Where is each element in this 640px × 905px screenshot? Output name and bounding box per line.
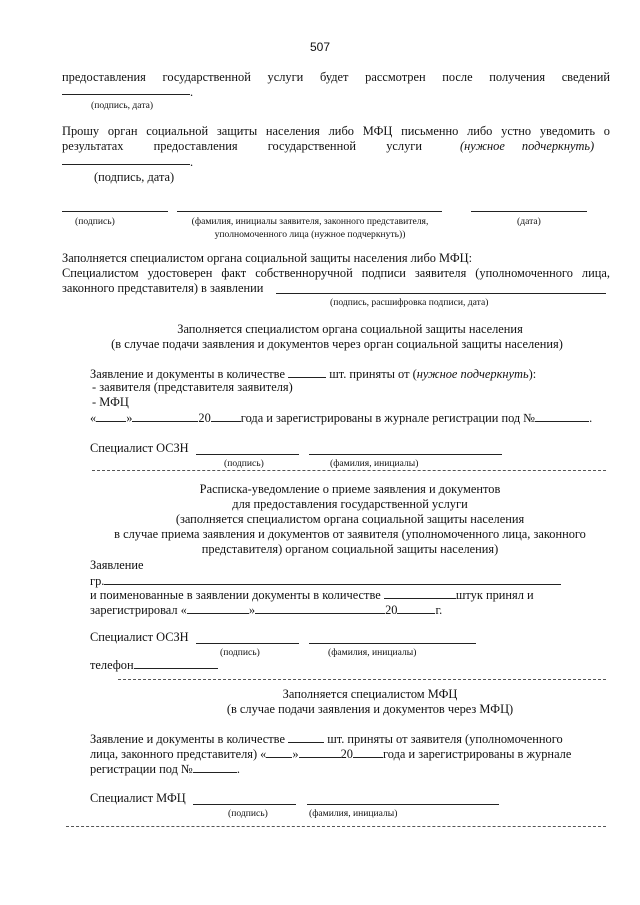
word: орган [107, 124, 138, 138]
word: подписи [361, 266, 406, 280]
oszn-subtitle: (в случае подачи заявления и документов через орган социальной защиты населения) [111, 337, 563, 351]
caption-name-4: (фамилия, инициалы) [309, 808, 398, 819]
caption-signature-3: (подпись) [220, 647, 260, 658]
named-docs-line: и поименованные в заявлении документы в количестве штук принял и [90, 588, 534, 602]
caption-signature: (подпись) [75, 216, 115, 227]
oszn-title: Заполняется специалистом органа социальной защиты населения [177, 322, 523, 336]
word: уведомить [539, 124, 595, 138]
word: заявителя [414, 266, 467, 280]
word: собственноручной [255, 266, 353, 280]
caption-date: (дата) [517, 216, 541, 227]
word: рассмотрен [365, 70, 426, 84]
word: либо [328, 124, 354, 138]
word: устно [501, 124, 532, 138]
word: предоставления [62, 70, 146, 84]
word: защиты [216, 124, 258, 138]
count-field [288, 366, 326, 378]
caption-name-2b: (фамилия, инициалы) [330, 458, 419, 469]
consideration-line [62, 70, 610, 85]
word: удостоверен [147, 266, 213, 280]
word: сведений [561, 70, 610, 84]
cut-line-1 [92, 470, 606, 471]
signature-date-caption-2: (подпись, дата) [94, 170, 175, 184]
caption-name-2: уполномоченного лица (нужное подчеркнуть)) [214, 229, 406, 240]
results-line [62, 139, 610, 154]
word: предоставления [153, 139, 238, 153]
word: результатах [62, 139, 124, 153]
citizen-line: гр. [90, 573, 561, 589]
word: лица, [581, 266, 610, 280]
specialist-signature-field [196, 454, 299, 455]
receipt-title-1: Расписка-уведомление о приеме заявления и документов [199, 482, 501, 496]
cut-line-2 [118, 679, 606, 680]
signature-line-2 [62, 164, 190, 165]
word: будет [320, 70, 349, 84]
signature-date-caption: (подпись, дата) [91, 100, 154, 111]
word: МФЦ [362, 124, 393, 138]
caption-name-1: (фамилия, инициалы заявителя, законного представителя, [191, 216, 429, 227]
specialist-name-field-2 [309, 643, 476, 644]
certified-line-2: законного представителя) в заявлении [62, 281, 264, 295]
word: получения [489, 70, 546, 84]
accepted-line: Заявление и документы в количестве шт. приняты от (нужное подчеркнуть): [90, 367, 537, 381]
signature-line [62, 94, 190, 95]
mfc-line-3: регистрации под № . [90, 762, 240, 776]
mfc-line-2: лица, законного представителя) « » 20 года и зарегистрированы в журнале [90, 747, 572, 761]
specialist-oszn-label-2: Специалист ОСЗН [90, 630, 189, 644]
specialist-mfc-label: Специалист МФЦ [90, 791, 186, 805]
option-applicant: - заявителя (представителя заявителя) [92, 380, 293, 394]
cut-line-3 [66, 826, 606, 827]
statement-label: Заявление [90, 558, 144, 572]
specialist-name-field [309, 454, 502, 455]
word: факт [221, 266, 247, 280]
mfc-signature-field [193, 804, 296, 805]
mfc-line-1: Заявление и документы в количестве шт. приняты от заявителя (уполномоченного [90, 732, 563, 746]
word: услуги [386, 139, 422, 153]
word: услуги [267, 70, 304, 84]
page-number: 507 [309, 40, 331, 54]
mfc-subtitle: (в случае подачи заявления и документов через МФЦ) [226, 702, 514, 716]
phone-line: телефон [90, 657, 218, 673]
specialist-oszn-label: Специалист ОСЗН [90, 441, 189, 455]
option-mfc: - МФЦ [92, 395, 129, 409]
word: (уполномоченного [475, 266, 573, 280]
word: государственной [267, 139, 357, 153]
registration-line: « » 20 года и зарегистрированы в журнале регистрации под № . [90, 411, 593, 425]
mfc-name-field [307, 804, 499, 805]
word: либо [467, 124, 493, 138]
caption-signature-4: (подпись) [228, 808, 268, 819]
date-field [471, 211, 587, 212]
caption-name-3: (фамилия, инициалы) [328, 647, 417, 658]
specialist-signature-field-2 [196, 643, 299, 644]
word: населения [265, 124, 320, 138]
receipt-title-4: в случае приема заявления и документов от заявителя (уполномоченного лица, законного [114, 527, 586, 541]
certification-field [276, 293, 606, 294]
notify-line [62, 124, 610, 139]
underline-note: (нужное подчеркнуть) [460, 139, 595, 153]
receipt-title-5: представителя) органом социальной защиты населения) [201, 542, 499, 556]
word: государственной [162, 70, 251, 84]
word: письменно [401, 124, 459, 138]
caption-signature-2: (подпись) [224, 458, 264, 469]
word: Прошу [62, 124, 100, 138]
word: после [442, 70, 473, 84]
signature-field [62, 211, 168, 212]
fill-title: Заполняется специалистом органа социальной защиты населения либо МФЦ: [62, 251, 473, 265]
receipt-title-2: для предоставления государственной услуги [232, 497, 468, 511]
word: Специалистом [62, 266, 139, 280]
registered-line: зарегистрировал « » 20 г. [90, 603, 443, 617]
receipt-title-3: (заполняется специалистом органа социальной защиты населения [175, 512, 525, 526]
word: о [603, 124, 610, 138]
name-field [177, 211, 442, 212]
certified-line [62, 266, 610, 281]
mfc-title: Заполняется специалистом МФЦ [282, 687, 458, 701]
caption-sig-transcript: (подпись, расшифровка подписи, дата) [330, 297, 489, 308]
word: социальной [146, 124, 209, 138]
